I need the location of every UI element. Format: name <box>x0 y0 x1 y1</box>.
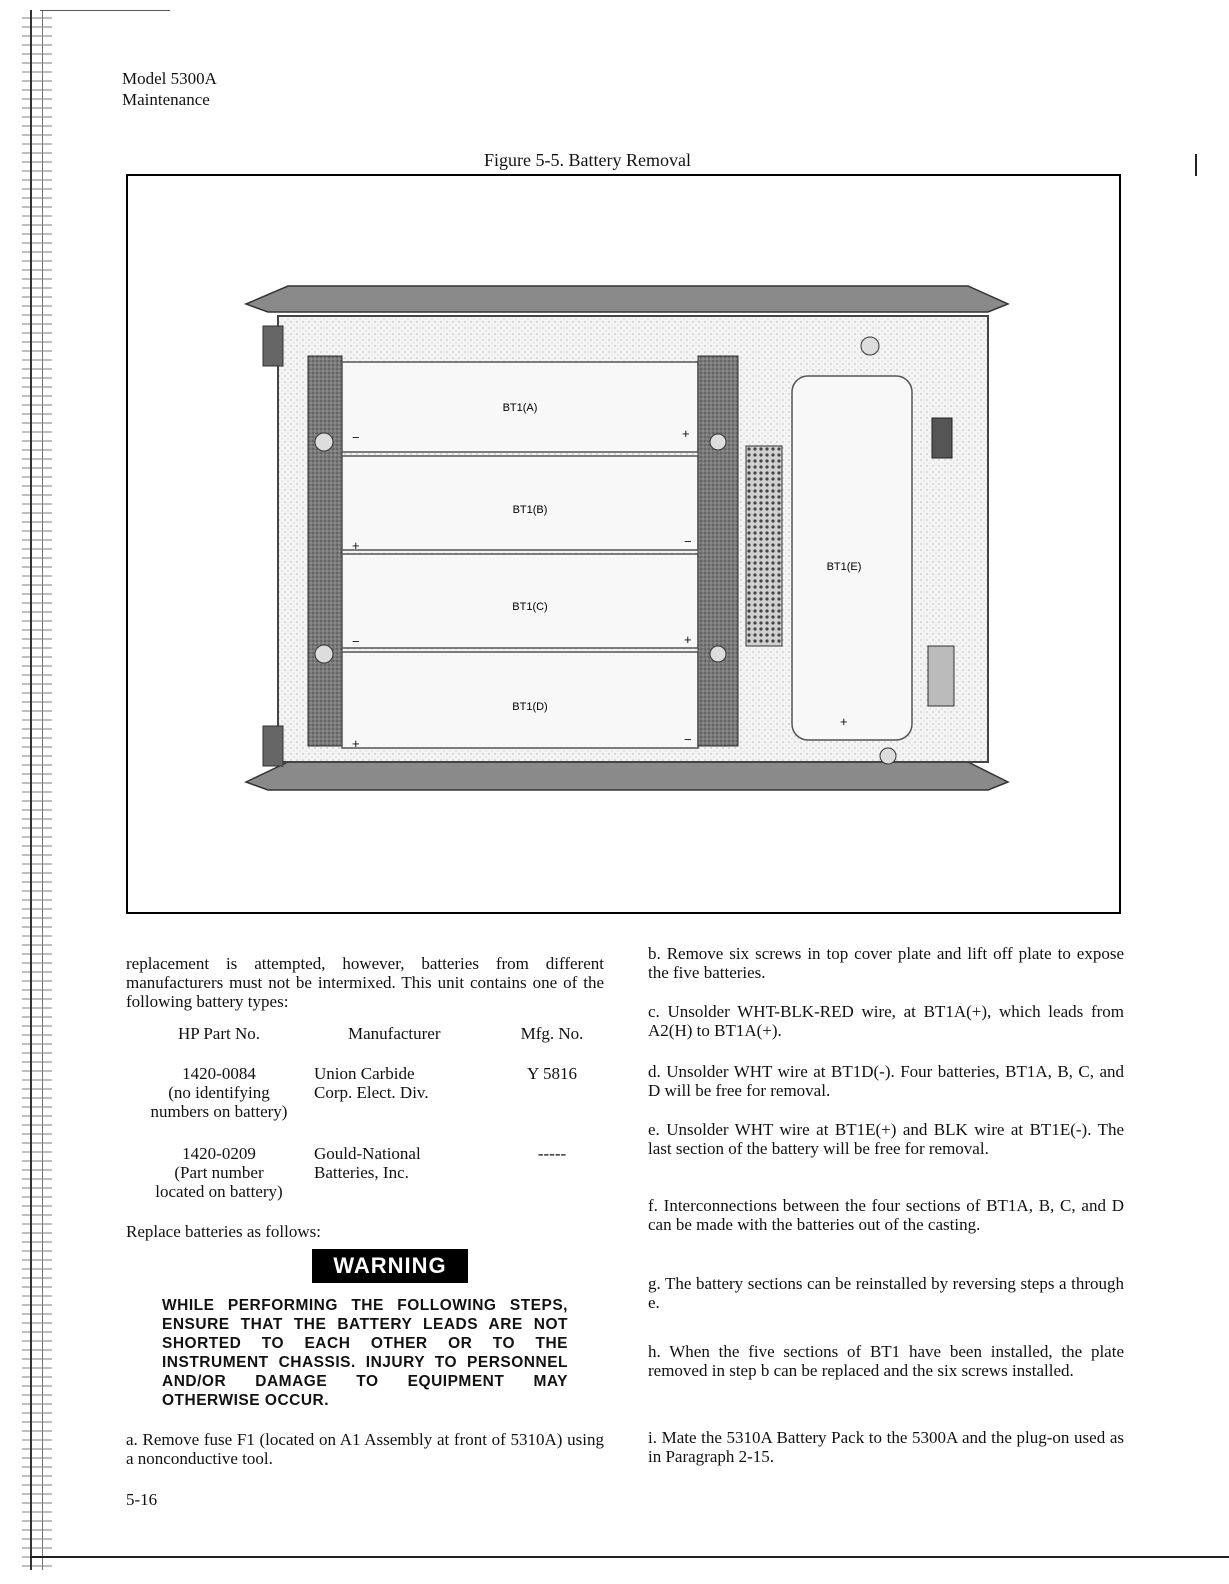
page-header <box>122 68 217 110</box>
label-bt1a: BT1(A) <box>502 402 538 414</box>
terminal-block <box>928 646 954 706</box>
step-h: h. When the five sections of BT1 have been installed, the plate removed in step b can be replaced and the six screws installed. <box>648 1342 1124 1380</box>
col-header-part: HP Part No. <box>177 1024 260 1043</box>
cell-mfg-no: ----- <box>537 1144 567 1163</box>
svg-text:+: + <box>352 538 360 553</box>
battery-chassis-photo <box>128 176 1119 912</box>
step-e: e. Unsolder WHT wire at BT1E(+) and BLK wire at BT1E(-). The last section of the battery will be free for removal. <box>648 1120 1124 1158</box>
svg-text:+: + <box>840 714 848 729</box>
svg-text:+: + <box>352 736 360 751</box>
screw-icon <box>315 645 333 663</box>
cell-part: 1420-0084 <box>182 1064 256 1083</box>
warning-text: WHILE PERFORMING THE FOLLOWING STEPS, ENSURE THAT THE BATTERY LEADS ARE NOT SHORTED TO EACH OTHER OR TO THE INSTRUMENT CHASSIS. INJURY TO PERSONNEL AND/OR DAMAGE TO EQUIPMENT MAY OTHERWISE OCCUR. <box>162 1297 568 1409</box>
step-b: b. Remove six screws in top cover plate and lift off plate to expose the five batteries. <box>648 944 1124 982</box>
step-a: a. Remove fuse F1 (located on A1 Assembly at front of 5310A) using a nonconductive tool. <box>126 1430 604 1468</box>
bracket-bottom-left <box>263 726 283 766</box>
svg-text:−: − <box>684 732 692 747</box>
table-row <box>126 1144 604 1201</box>
top-rule <box>40 10 170 11</box>
screw-icon <box>861 337 879 355</box>
connector-block <box>746 446 782 646</box>
warning-badge: WARNING <box>312 1249 468 1283</box>
left-intro <box>126 954 604 1011</box>
bracket-top-left <box>263 326 283 366</box>
step-g: g. The battery sections can be reinstalled by reversing steps a through e. <box>648 1274 1124 1312</box>
step-c: c. Unsolder WHT-BLK-RED wire, at BT1A(+), which leads from A2(H) to BT1A(+). <box>648 1002 1124 1040</box>
col-header-mfg: Mfg. No. <box>520 1024 584 1043</box>
intro-paragraph: replacement is attempted, however, batteries from different manufacturers must not be intermixed. This unit contains one of the following battery types: <box>126 954 604 1011</box>
bottom-rule <box>30 1556 1229 1558</box>
cell-mfg-no: Y 5816 <box>527 1064 577 1083</box>
step-i: i. Mate the 5310A Battery Pack to the 5300A and the plug-on used as in Paragraph 2-15. <box>648 1428 1124 1466</box>
top-rail <box>246 286 1008 312</box>
screw-icon <box>880 748 896 764</box>
cell-manufacturer-1: Gould-National <box>314 1144 421 1163</box>
middle-strip <box>698 356 738 746</box>
header-section: Maintenance <box>122 90 210 109</box>
left-strip <box>308 356 342 746</box>
screw-icon <box>315 433 333 451</box>
svg-text:−: − <box>352 634 360 649</box>
cell-manufacturer-2: Batteries, Inc. <box>314 1163 409 1182</box>
table-row <box>126 1064 604 1121</box>
svg-text:+: + <box>682 426 690 441</box>
label-bt1d: BT1(D) <box>512 701 548 713</box>
bottom-rail <box>246 762 1008 790</box>
col-header-manufacturer: Manufacturer <box>348 1024 441 1043</box>
cell-manufacturer-2: Corp. Elect. Div. <box>314 1083 429 1102</box>
switch-component <box>932 418 952 458</box>
cell-part-note: numbers on battery) <box>150 1102 288 1121</box>
replace-intro: Replace batteries as follows: <box>126 1222 321 1241</box>
header-model: Model 5300A <box>122 69 217 88</box>
battery-cells <box>342 362 912 748</box>
cell-part: 1420-0209 <box>182 1144 256 1163</box>
step-d: d. Unsolder WHT wire at BT1D(-). Four batteries, BT1A, B, C, and D will be free for removal. <box>648 1062 1124 1100</box>
page-number: 5-16 <box>126 1490 158 1509</box>
svg-text:+: + <box>684 632 692 647</box>
cell-part-note: (no identifying <box>168 1083 270 1102</box>
screw-icon <box>710 434 726 450</box>
margin-mark <box>1195 154 1197 176</box>
label-bt1c: BT1(C) <box>512 601 548 613</box>
cell-manufacturer-1: Union Carbide <box>314 1064 415 1083</box>
label-bt1e: BT1(E) <box>826 561 862 573</box>
label-bt1b: BT1(B) <box>512 504 548 516</box>
figure-frame <box>126 174 1121 914</box>
svg-text:−: − <box>684 534 692 549</box>
figure-title: Figure 5-5. Battery Removal <box>484 150 691 170</box>
step-f: f. Interconnections between the four sections of BT1A, B, C, and D can be made with the batteries out of the casting. <box>648 1196 1124 1234</box>
svg-text:−: − <box>352 430 360 445</box>
battery-types-table <box>126 1024 604 1201</box>
table-header-row <box>126 1024 604 1043</box>
cell-part-note: located on battery) <box>155 1182 283 1201</box>
cell-part-note: (Part number <box>174 1163 264 1182</box>
page-binding-edge <box>22 10 52 1570</box>
screw-icon <box>710 646 726 662</box>
